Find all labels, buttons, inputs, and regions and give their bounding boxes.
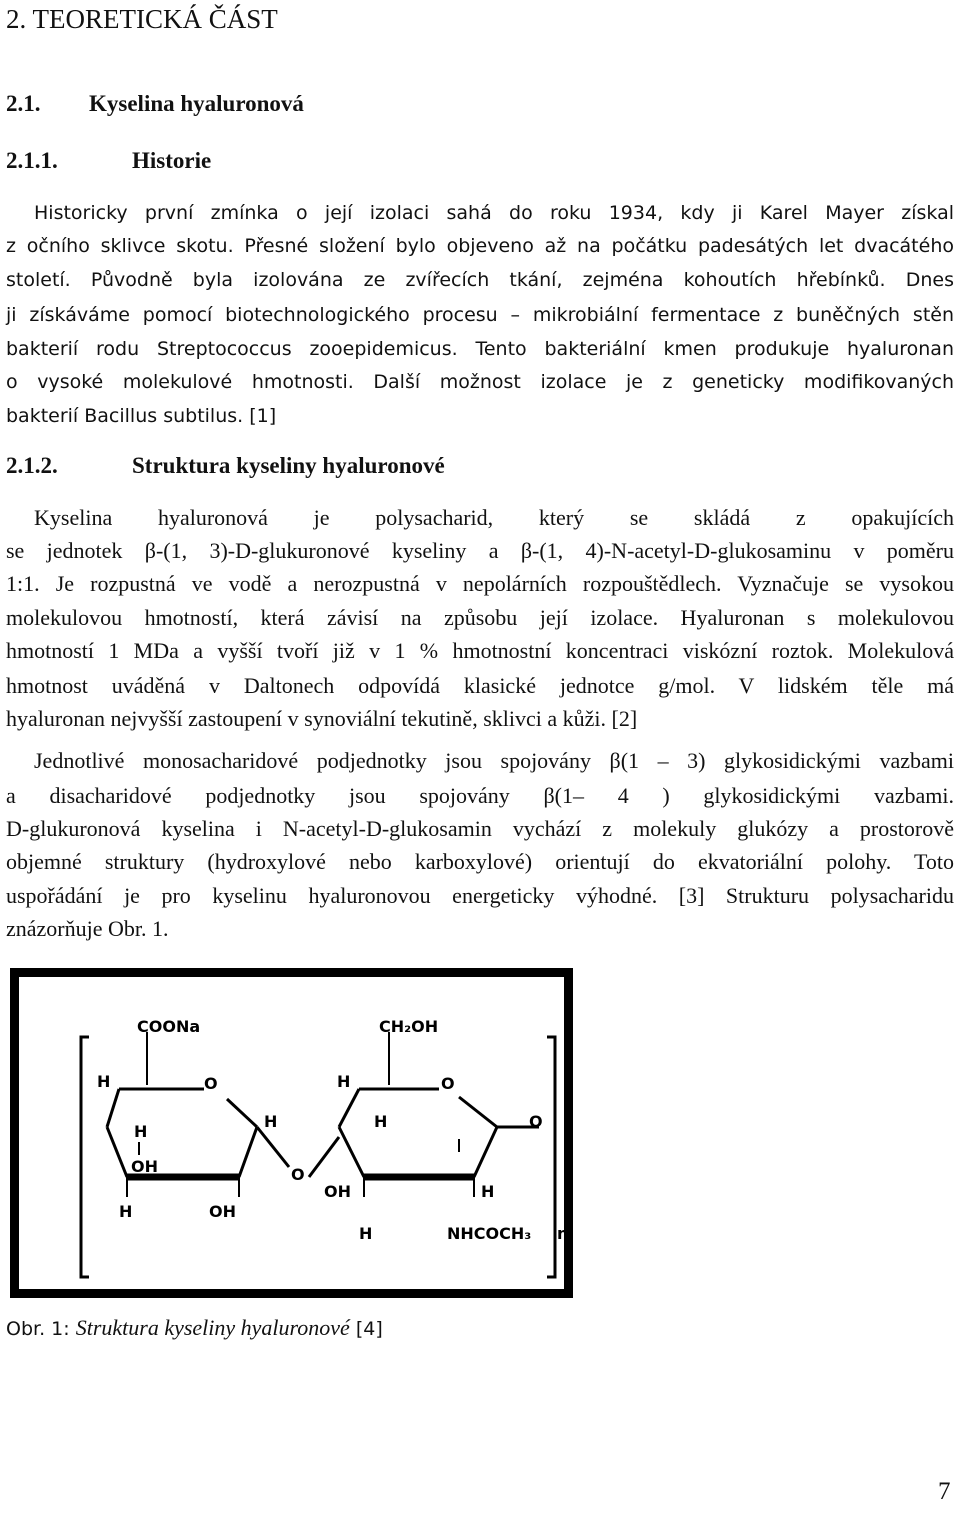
h-label: H bbox=[481, 1182, 495, 1201]
subsection-number: 2.1.2. bbox=[6, 453, 58, 478]
h-label: H bbox=[119, 1202, 133, 1221]
history-line: o vysoké molekulové hmotnosti. Další možnost izolace je z geneticky modifikovaných bbox=[6, 371, 954, 393]
section-number: 2.1. bbox=[6, 91, 41, 116]
ch2oh-label: CH₂OH bbox=[379, 1017, 439, 1036]
history-line: ji získáváme pomocí biotechnologického procesu – mikrobiální fermentace z buněčných stěn bbox=[6, 304, 954, 326]
h-label: H bbox=[359, 1224, 373, 1243]
coona-label: COONa bbox=[137, 1017, 201, 1036]
subsection-heading-structure bbox=[6, 453, 445, 479]
structure-line: objemné struktury (hydroxylové nebo karboxylové) orientují do ekvatoriální polohy. Toto bbox=[6, 849, 954, 874]
history-line: z očního sklivce skotu. Přesné složení bylo objeveno až na počátku padesátých let dvacátého bbox=[6, 235, 954, 257]
o-label: O bbox=[291, 1165, 305, 1184]
structure-line: 1:1. Je rozpustná ve vodě a nerozpustná v nepolárních rozpouštědlech. Vyznačuje se vysokou bbox=[6, 571, 954, 596]
history-line: století. Původně byla izolována ze zvířecích tkání, zejména kohoutích hřebínků. Dnes bbox=[6, 269, 954, 291]
o-label: O bbox=[441, 1074, 455, 1093]
structure-line: uspořádání je pro kyselinu hyaluronovou energeticky výhodné. [3] Strukturu polysacharidu bbox=[6, 883, 954, 908]
o-label: O bbox=[529, 1112, 543, 1131]
nhcoch3-label: NHCOCH₃ bbox=[447, 1224, 532, 1243]
section-heading bbox=[6, 91, 304, 117]
structure-line: se jednotek β-(1, 3)-D-glukuronové kyseliny a β-(1, 4)-N-acetyl-D-glukosaminu v poměru bbox=[6, 538, 954, 563]
chapter-heading: 2. TEORETICKÁ ČÁST bbox=[6, 4, 278, 34]
subsection-number: 2.1.1. bbox=[6, 148, 58, 173]
caption-ref: [4] bbox=[349, 1318, 383, 1340]
h-label: H bbox=[264, 1112, 278, 1131]
h-label: H bbox=[97, 1072, 111, 1091]
structure-line: Jednotlivé monosacharidové podjednotky jsou spojovány β(1 – 3) glykosidickými vazbami bbox=[34, 748, 954, 773]
caption-prefix: Obr. 1: bbox=[6, 1318, 76, 1340]
subsection-title: Historie bbox=[132, 148, 212, 173]
caption-text: Struktura kyseliny hyaluronové bbox=[75, 1315, 350, 1340]
n-label: n bbox=[557, 1224, 569, 1243]
oh-label: OH bbox=[131, 1157, 158, 1176]
page-number: 7 bbox=[938, 1478, 951, 1505]
history-line: Historicky první zmínka o její izolaci sahá do roku 1934, kdy ji Karel Mayer získal bbox=[34, 202, 954, 224]
history-line: bakterií Bacillus subtilus. [1] bbox=[6, 405, 277, 427]
structure-line: D-glukuronová kyselina i N-acetyl-D-glukosamin vychází z molekuly glukózy a prostorově bbox=[6, 816, 954, 841]
h-label: H bbox=[374, 1112, 388, 1131]
structure-line: Kyselina hyaluronová je polysacharid, který se skládá z opakujících bbox=[34, 505, 954, 530]
structure-line: a disacharidové podjednotky jsou spojovány β(1– 4 ) glykosidickými vazbami. bbox=[6, 783, 954, 808]
structure-line: hmotností 1 MDa a vyšší tvoří již v 1 % hmotnostní koncentraci viskózní roztok. Molekulová bbox=[6, 638, 954, 663]
oh-label: OH bbox=[324, 1182, 351, 1201]
figure-structure bbox=[10, 968, 573, 1298]
h-label: H bbox=[134, 1122, 148, 1141]
subsection-title: Struktura kyseliny hyaluronové bbox=[132, 453, 445, 478]
structure-line: molekulovou hmotností, která závisí na způsobu její izolace. Hyaluronan s molekulovou bbox=[6, 605, 954, 630]
structure-line: znázorňuje Obr. 1. bbox=[6, 916, 169, 941]
figure-caption bbox=[6, 1315, 383, 1341]
oh-label: OH bbox=[209, 1202, 236, 1221]
subsection-heading-history bbox=[6, 148, 211, 174]
history-line: bakterií rodu Streptococcus zooepidemicus. Tento bakteriální kmen produkuje hyaluronan bbox=[6, 338, 954, 360]
h-label: H bbox=[337, 1072, 351, 1091]
structure-line: hyaluronan nejvyšší zastoupení v synoviální tekutině, sklivci a kůži. [2] bbox=[6, 706, 638, 731]
o-label: O bbox=[204, 1074, 218, 1093]
section-title: Kyselina hyaluronová bbox=[89, 91, 304, 116]
hyaluronic-acid-structure bbox=[19, 977, 569, 1289]
structure-line: hmotnost uváděná v Daltonech odpovídá klasické jednotce g/mol. V lidském těle má bbox=[6, 673, 954, 698]
